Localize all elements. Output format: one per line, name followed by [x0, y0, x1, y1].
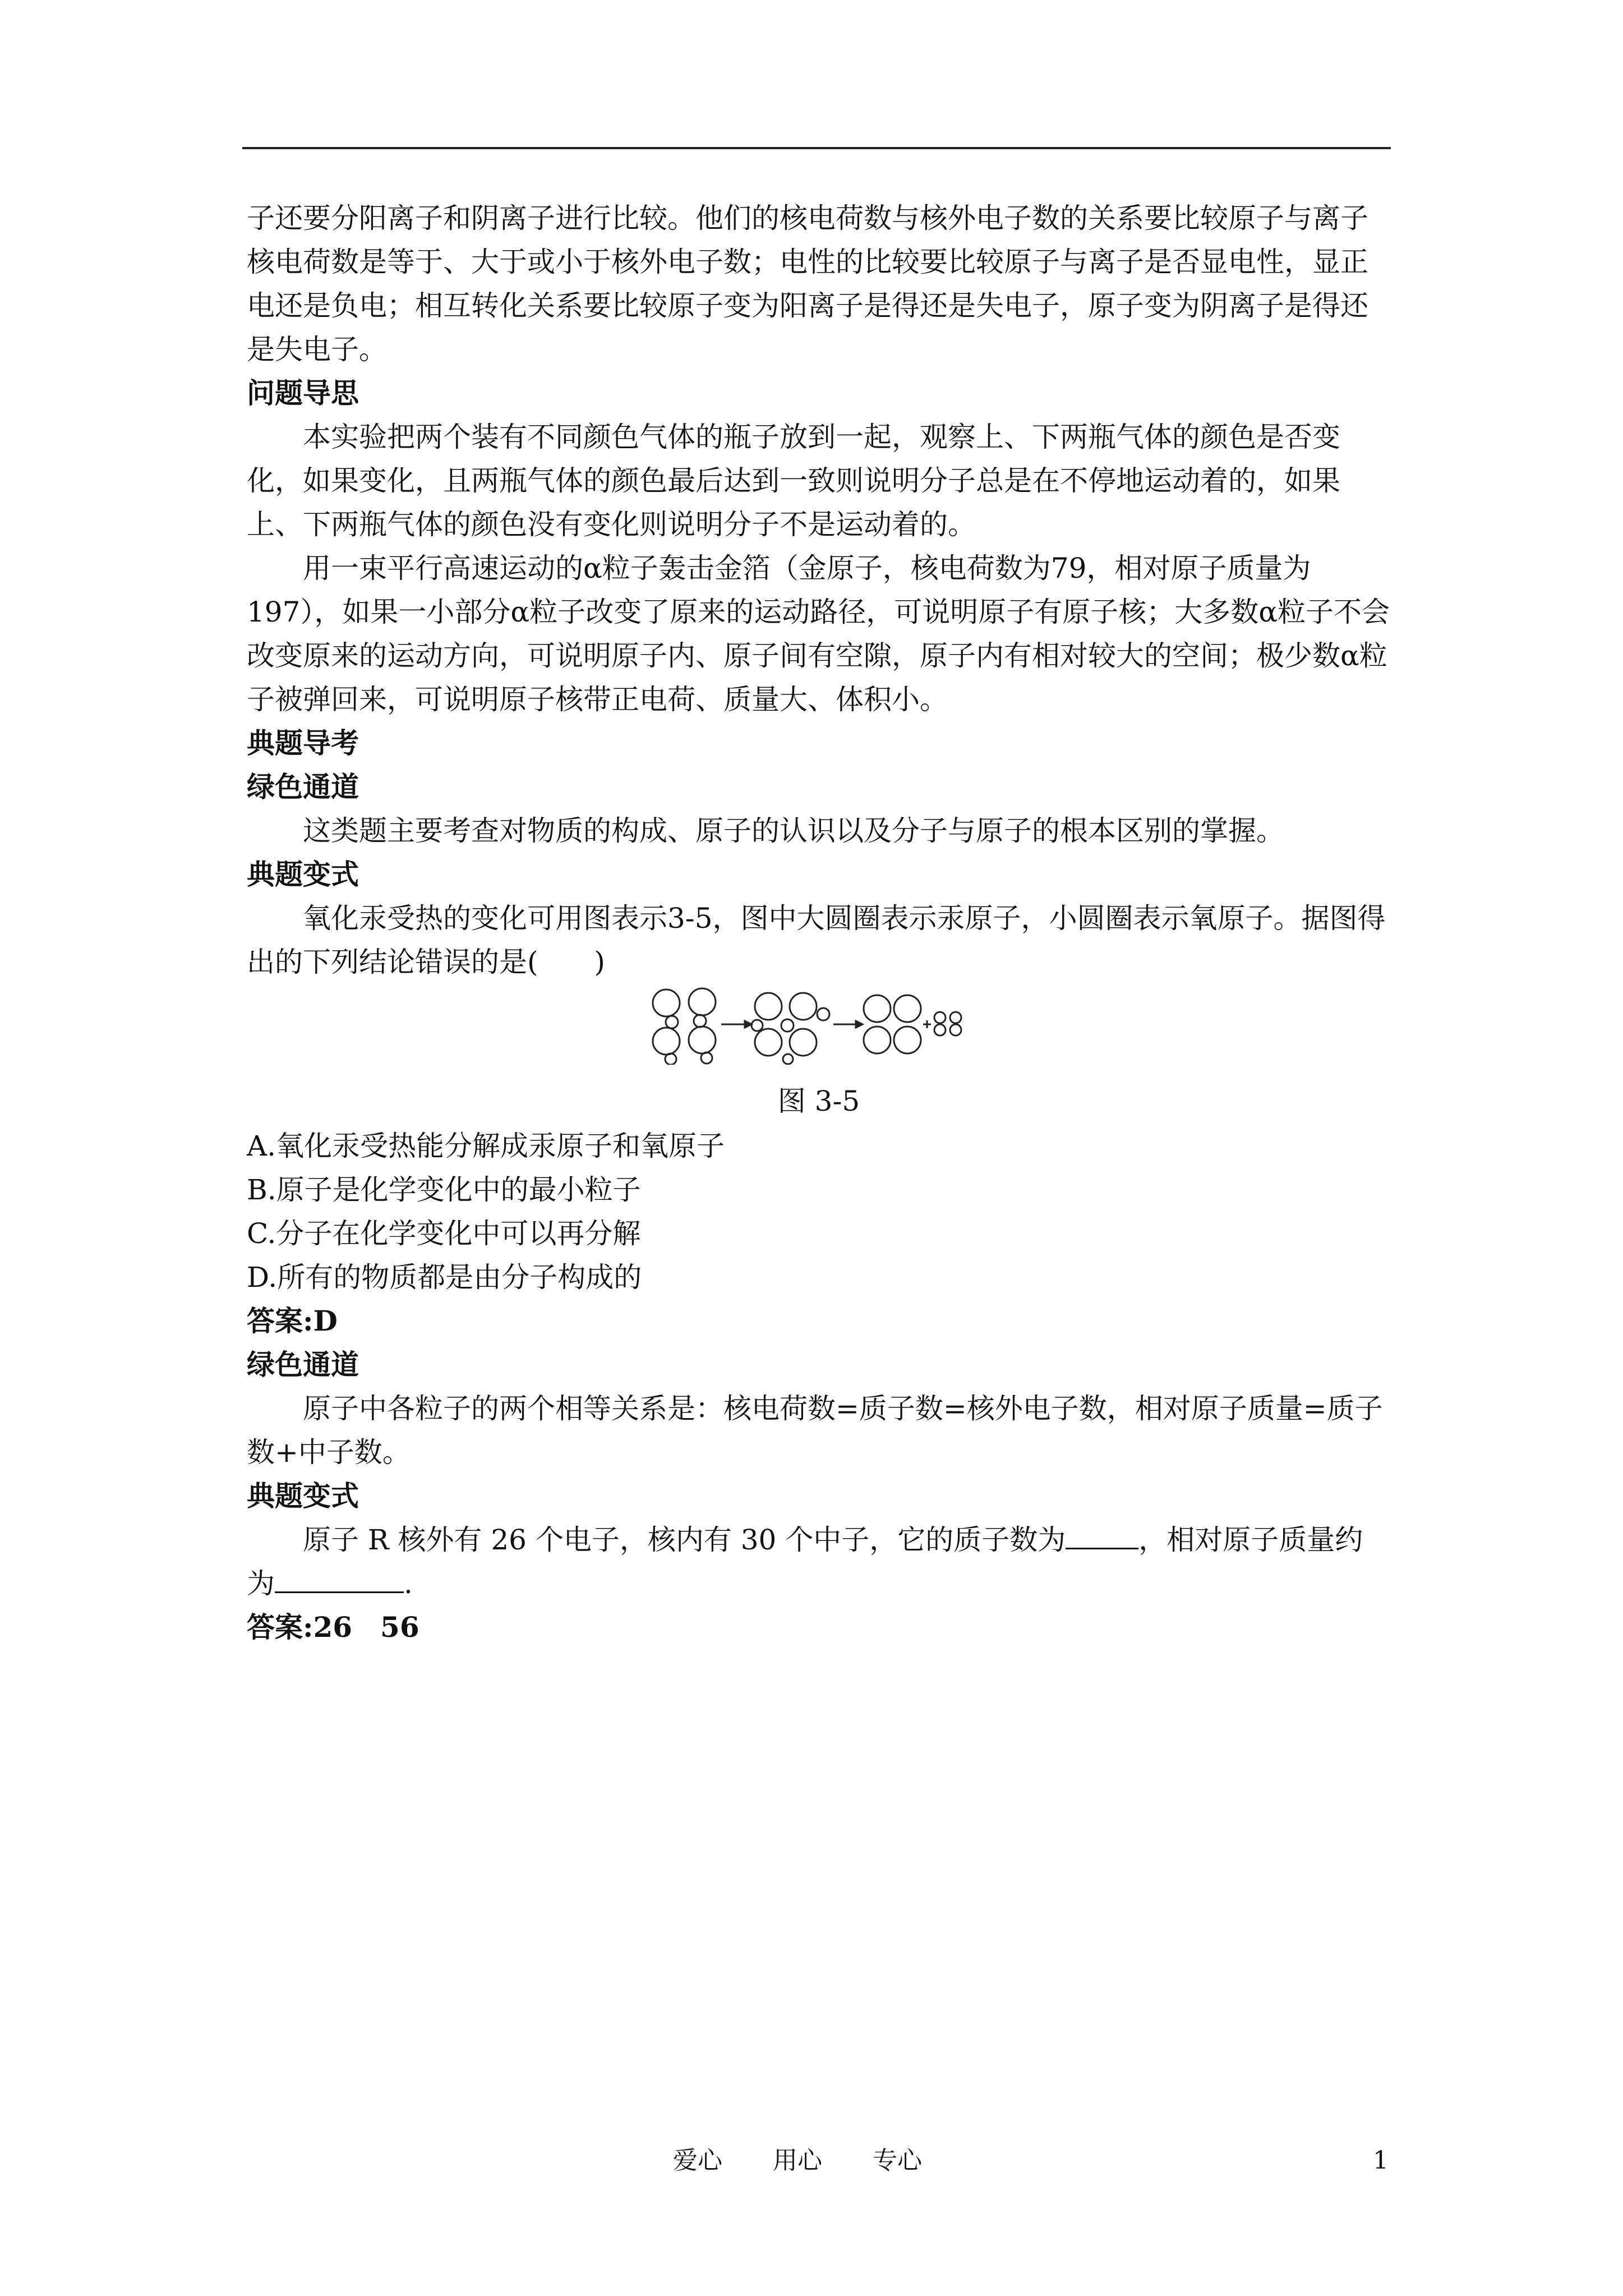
fill-blank-relative-mass[interactable]: [275, 1563, 404, 1593]
hg-atom: [790, 1029, 817, 1056]
heading-dianti-bianshi-1: 典题变式: [247, 858, 359, 891]
figure-3-5: [247, 984, 1391, 1124]
footer-item-aixin: 爱心: [673, 2146, 722, 2175]
answer-1: 答案:D: [247, 1304, 338, 1337]
experiment-paragraph: 本实验把两个装有不同颜色气体的瓶子放到一起，观察上、下两瓶气体的颜色是否变化，如果变化，且两瓶气体的颜色最后达到一致则说明分子总是在不停地运动着的，如果上、下两瓶气体的颜色没有变化则说明分子不是运动着的。: [247, 421, 1340, 541]
o-atom: [751, 1020, 763, 1031]
footer-item-zhuanxin: 专心: [873, 2146, 922, 2175]
arrow-head: [745, 1021, 751, 1028]
o-atom: [950, 1024, 961, 1036]
intro-paragraph: 子还要分阳离子和阴离子进行比较。他们的核电荷数与核外电子数的关系要比较原子与离子核电荷数是等于、大于或小于核外电子数；电性的比较要比较原子与离子是否显电性，显正电还是负电；相互转化关系要比较原子变为阳离子是得还是失电子，原子变为阴离子是得还是失电子。: [247, 202, 1368, 366]
hg-atom: [894, 1027, 921, 1053]
document-body: [247, 196, 1391, 1649]
question-2-text-b: ，相对原子质量约为: [247, 1524, 1363, 1600]
o-atom: [950, 1012, 961, 1023]
page-footer: [673, 2144, 972, 2178]
hg-atom: [653, 1028, 680, 1055]
figure-caption: 图 3-5: [777, 1085, 860, 1117]
o-atom: [934, 1012, 946, 1023]
question-2-text-c: .: [404, 1567, 413, 1600]
o-atom: [783, 1054, 793, 1064]
hg-atom: [755, 993, 782, 1020]
option-b: B.原子是化学变化中的最小粒子: [247, 1174, 641, 1206]
hg-atom: [689, 988, 716, 1015]
question-1-paragraph: 氧化汞受热的变化可用图表示3-5，图中大圆圈表示汞原子，小圆圈表示氧原子。据图得出的下列结论错误的是( ): [247, 902, 1386, 978]
o-atom: [817, 1008, 829, 1020]
hg-atom: [894, 995, 921, 1022]
footer-item-yongxin: 用心: [773, 2146, 822, 2175]
o-atom: [665, 1053, 676, 1065]
heading-diantidaokao: 典题导考: [247, 726, 359, 760]
question-2-text-a: 原子 R 核外有 26 个电子，核内有 30 个中子，它的质子数为: [303, 1524, 1066, 1556]
lvse-paragraph-1: 这类题主要考查对物质的构成、原子的认识以及分子与原子的根本区别的掌握。: [303, 815, 1284, 847]
heading-lvsetongdao-2: 绿色通道: [247, 1348, 359, 1381]
hg-atom: [689, 1027, 716, 1053]
o-atom: [781, 1019, 794, 1032]
o-atom: [666, 1016, 678, 1028]
hg-atom: [653, 990, 680, 1016]
header-rule: [242, 147, 1391, 149]
fill-blank-proton-number[interactable]: [1066, 1520, 1138, 1549]
hg-atom: [790, 993, 817, 1020]
lvse-paragraph-2: 原子中各粒子的两个相等关系是：核电荷数=质子数=核外电子数，相对原子质量=质子数+中子数。: [247, 1392, 1383, 1469]
hg-atom: [755, 1029, 782, 1056]
heading-dianti-bianshi-2: 典题变式: [247, 1479, 359, 1512]
mercury-oxide-decomposition-diagram: [651, 986, 965, 1065]
hg-atom: [864, 995, 891, 1022]
question-2-paragraph: [247, 1518, 1391, 1605]
o-atom: [694, 1015, 706, 1027]
arrow-head: [856, 1021, 863, 1028]
option-a: A.氧化汞受热能分解成汞原子和氧原子: [247, 1130, 725, 1162]
option-c: C.分子在化学变化中可以再分解: [247, 1217, 641, 1250]
alpha-paragraph: 用一束平行高速运动的α粒子轰击金箔（金原子，核电荷数为79，相对原子质量为197），如果一小部分α粒子改变了原来的运动路径，可说明原子有原子核；大多数α粒子不会改变原来的运动方向，可说明原子内、原子间有空隙，原子内有相对较大的空间；极少数α粒子被弹回来，可说明原子核带正电荷、质量大、体积小。: [247, 552, 1390, 716]
heading-lvsetongdao-1: 绿色通道: [247, 770, 359, 803]
o-atom: [934, 1024, 946, 1036]
o-atom: [701, 1052, 712, 1064]
page-number: 1: [1373, 2146, 1389, 2175]
answer-2: 答案:26 56: [247, 1611, 419, 1644]
hg-atom: [864, 1027, 891, 1053]
option-d: D.所有的物质都是由分子构成的: [247, 1261, 642, 1294]
heading-wentidaosi: 问题导思: [247, 376, 359, 409]
